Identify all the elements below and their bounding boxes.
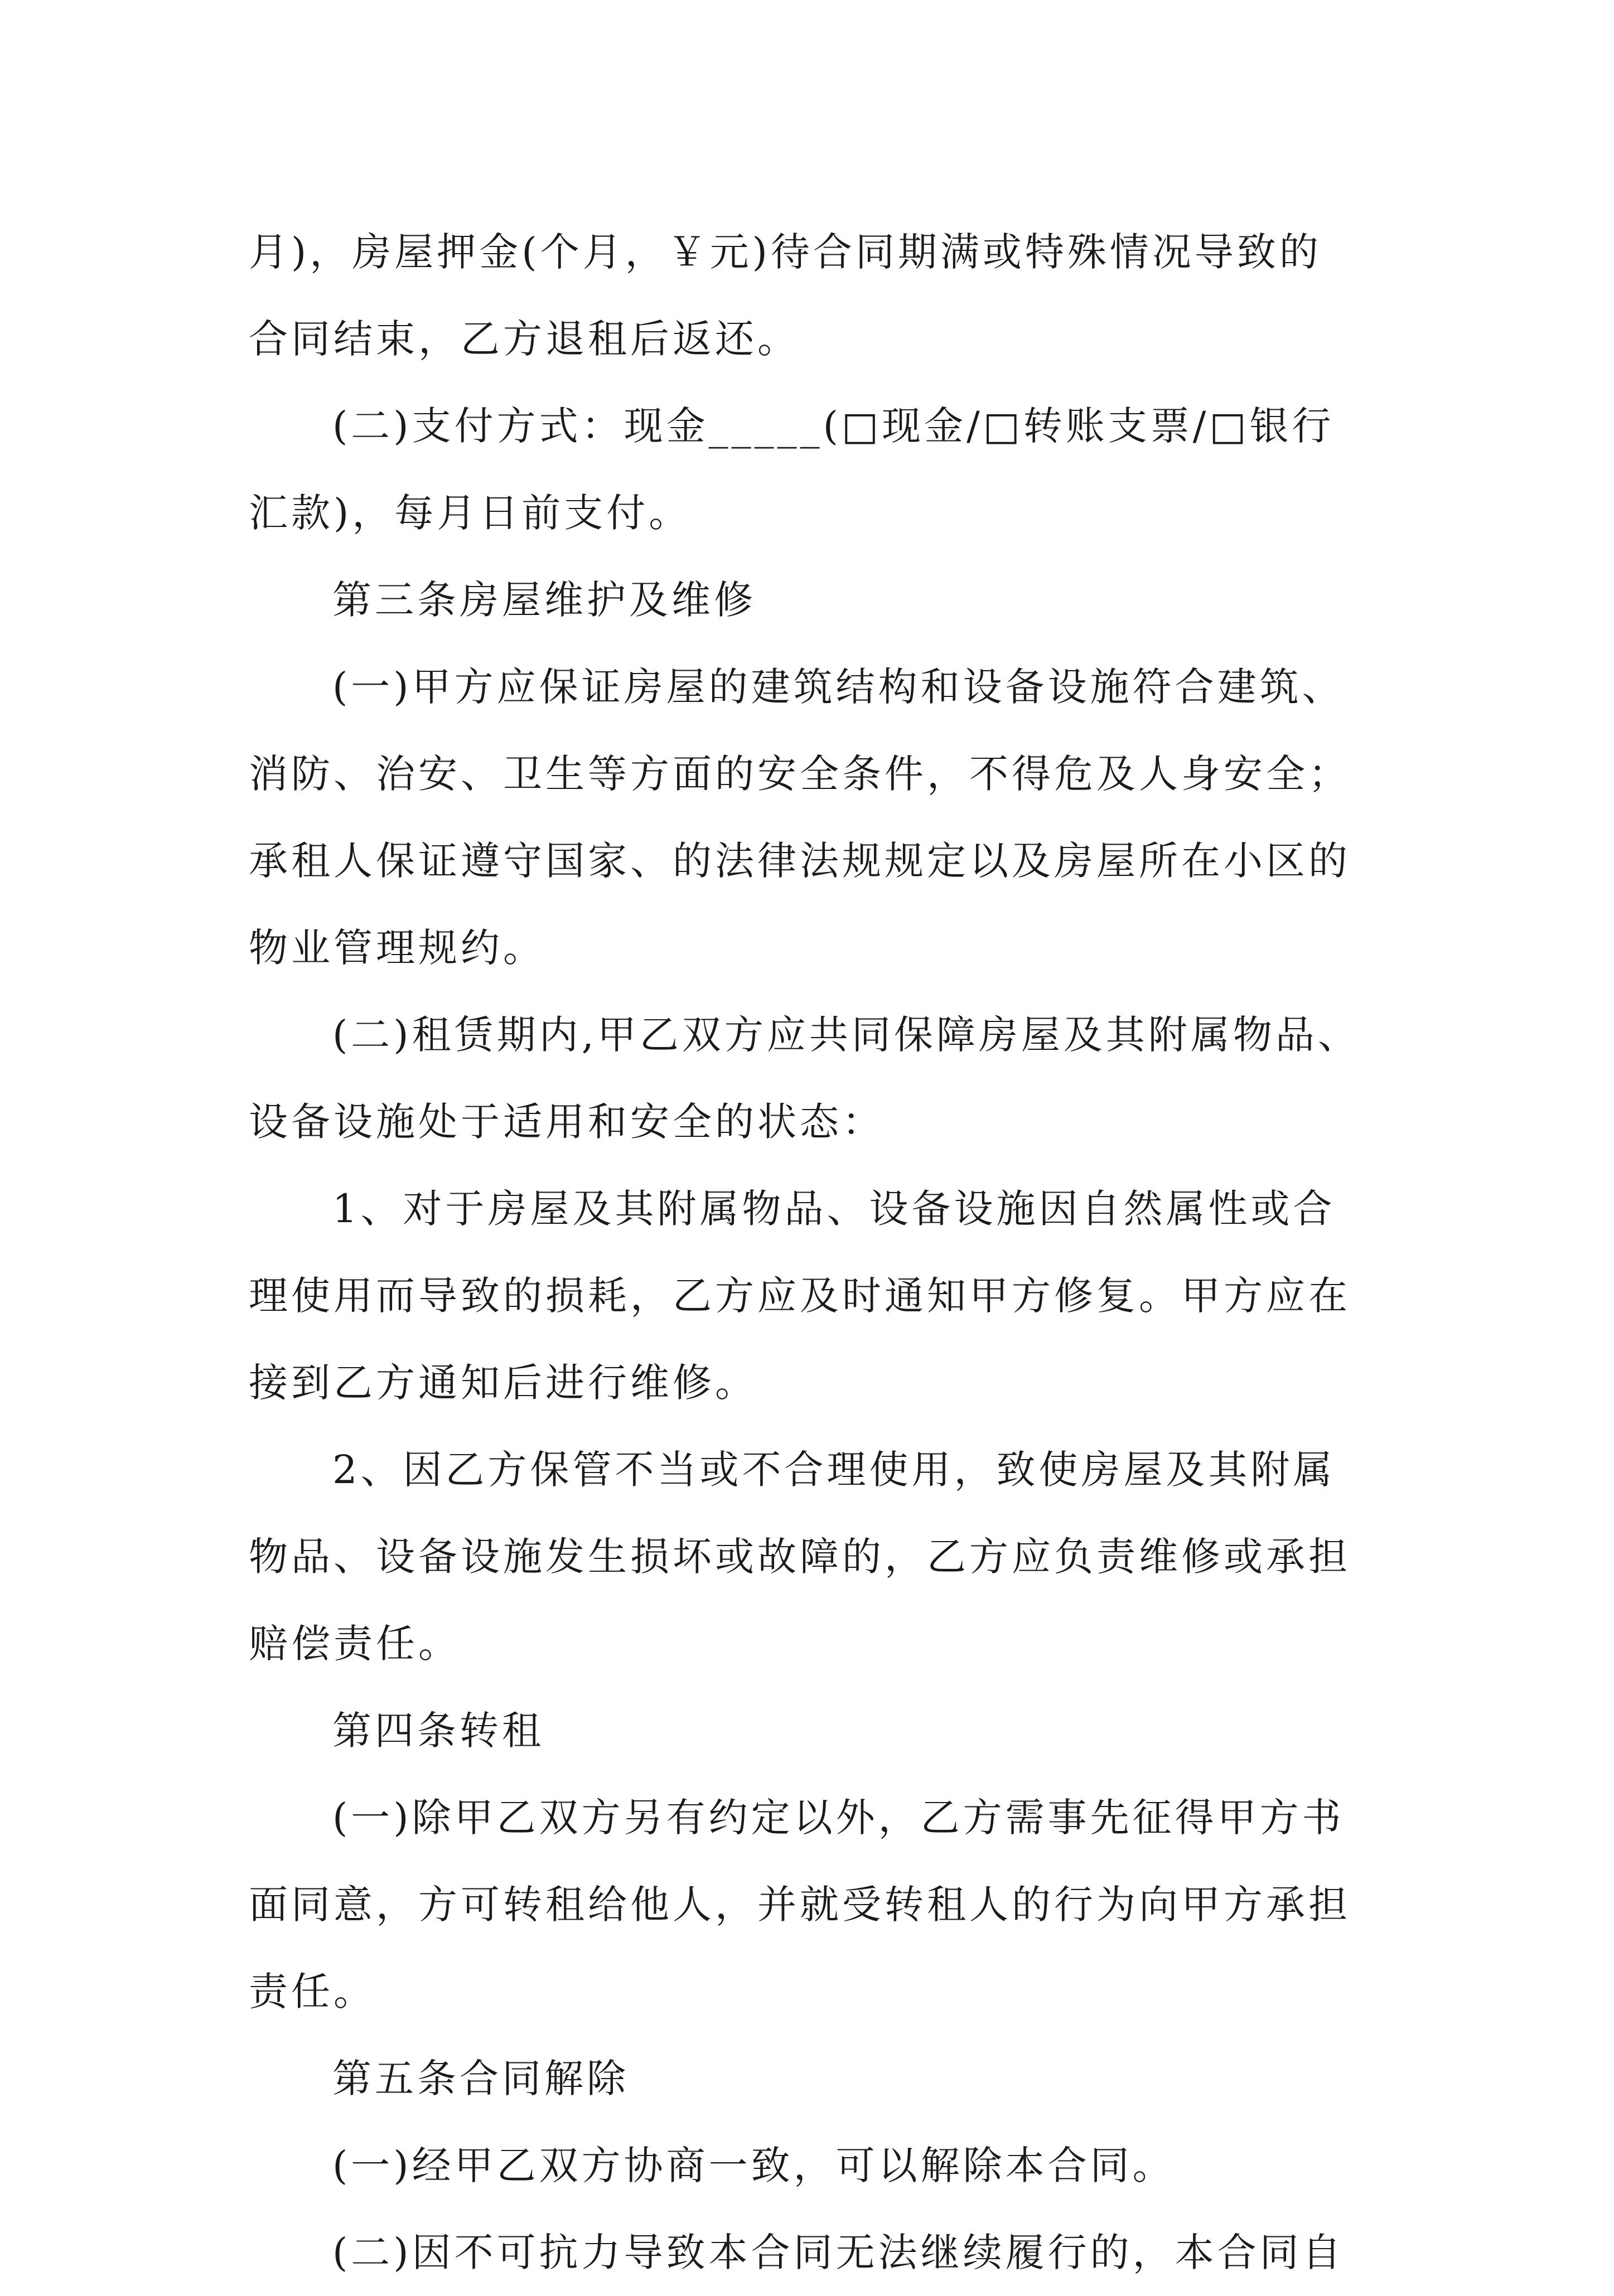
text-line: (一)经甲乙双方协商一致，可以解除本合同。 [332,2143,1175,2188]
text-line: 接到乙方通知后进行维修。 [249,1360,757,1406]
text-line: (一)除甲乙双方另有约定以外，乙方需事先征得甲方书 [332,1795,1345,1840]
text-line: 承租人保证遵守国家、的法律法规规定以及房屋所在小区的 [249,838,1351,884]
section-heading: 第四条转租 [332,1708,544,1754]
text-line: (二)因不可抗力导致本合同无法继续履行的，本合同自 [332,2230,1345,2275]
text-line: 赔偿责任。 [249,1621,461,1667]
text-line: 责任。 [249,1969,376,2014]
section-heading: 第五条合同解除 [332,2056,629,2101]
text-line: (一)甲方应保证房屋的建筑结构和设备设施符合建筑、 [332,664,1345,710]
text-line: 2、因乙方保管不当或不合理使用，致使房屋及其附属 [332,1447,1336,1493]
text-line: 消防、治安、卫生等方面的安全条件，不得危及人身安全； [249,751,1351,797]
text-line: 1、对于房屋及其附属物品、设备设施因自然属性或合 [332,1186,1336,1232]
text-line: 月)，房屋押金(个月，￥元)待合同期满或特殊情况导致的 [249,229,1322,275]
document-body [249,209,1375,2296]
text-line: (二)租赁期内,甲乙双方应共同保障房屋及其附属物品、 [332,1012,1360,1058]
text-line: 理使用而导致的损耗，乙方应及时通知甲方修复。甲方应在 [249,1273,1351,1319]
text-line: 面同意，方可转租给他人，并就受转租人的行为向甲方承担 [249,1882,1351,1927]
text-line: 设备设施处于适用和安全的状态： [249,1099,885,1145]
text-line: 物品、设备设施发生损坏或故障的，乙方应负责维修或承担 [249,1534,1351,1580]
text-line: 汇款)，每月日前支付。 [249,490,692,536]
text-line: 物业管理规约。 [249,925,545,971]
text-line: (二)支付方式：现金_____(□现金/□转账支票/□银行 [332,403,1335,449]
section-heading: 第三条房屋维护及维修 [332,577,756,623]
text-line: 合同结束，乙方退租后返还。 [249,316,800,362]
